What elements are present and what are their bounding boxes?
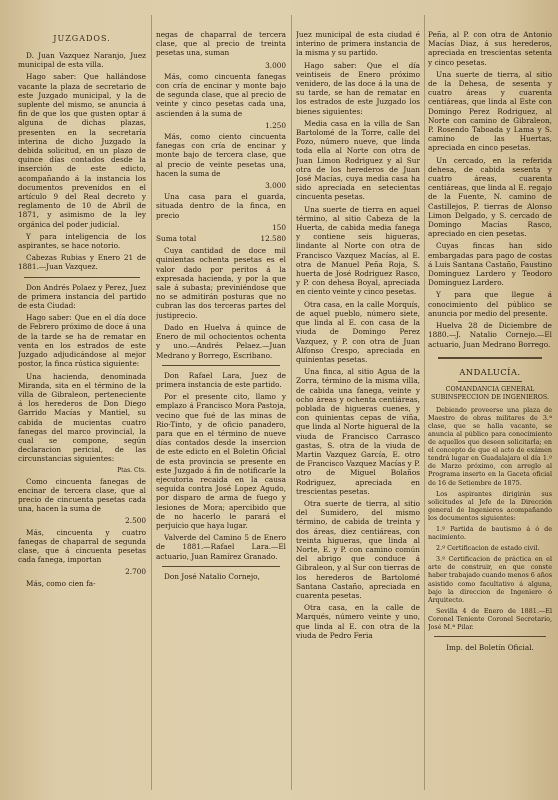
total-label: Suma total	[156, 234, 197, 244]
column-divider	[291, 15, 292, 790]
valuation-amount: 1.250	[265, 120, 286, 130]
price-column-header: Ptas. Cts.	[117, 466, 146, 474]
subsection-heading: COMANDANCIA GENERAL SUBINSPECCION DE INGENIEROS.	[430, 385, 550, 401]
valuation-item: Más, como cincuenta fanegas con cría de encinar y monte bajo de segunda clase, que al precio de veinte y cinco pesetas cada una, ascienden á la suma de	[156, 71, 286, 118]
valuation-item: negas de chaparral de tercera clase, que al precio de treinta pesetas una, suman	[156, 30, 286, 58]
valuation-amount: 2.500	[125, 516, 146, 526]
valuation-amount: 150	[272, 222, 286, 232]
edict-signature: Valverde del Camino 5 de Enero de 1881.—Rafael Lara.—El actuario, Juan Ramírez Granado.	[156, 533, 286, 561]
printer-imprint: Imp. del Boletín Oficial.	[446, 643, 534, 653]
edict-header: Don Rafael Lara, Juez de primera instancia de este partido.	[156, 370, 286, 389]
valuation-item: Más, como cien fa-	[26, 578, 96, 588]
valuation-amount: 3.000	[265, 60, 286, 70]
edict-body: Hago saber: Que en el día doce de Febrero próximo de doce á una de la tarde se ha de rematar en venta en los estrados de este Juzgado adjudicándose al mejor postor, la finca rústica siguiente:	[18, 313, 146, 369]
valuation-item: Más, cincuenta y cuatro fanegas de chaparral de segunda clase, que á cincuenta pesetas cada fanega, importan	[18, 527, 146, 565]
divider	[162, 365, 280, 366]
edict-body: Hago saber: Que el día veintiseis de Enero próximo venidero, de las doce á la una de su tarde, se han de rematar en los estrados de este Juzgado los bienes siguientes:	[296, 60, 420, 116]
divider	[162, 566, 280, 567]
edict-header: Don José Natalio Cornejo,	[164, 571, 260, 581]
edict-header: Juez municipal de esta ciudad é interino de primera instancia de la misma y su partido.	[296, 30, 420, 58]
total-row	[156, 234, 286, 243]
edict-body: Y para que llegue á conocimiento del público se anuncia por medio del presente.	[428, 290, 552, 318]
column-2	[156, 0, 286, 800]
property-item: Peña, al P. con otra de Antonio Macías Diaz, á sus herederos, apreciada en trescientas setenta y cinco pesetas.	[428, 30, 552, 67]
notice-item: 3.º Certificacion de práctica en el arte de construir, en que conste haber trabajado cuando menos 6 años asistido como facultativo á alguna, bajo la direccion de Ingeniero ó Arquitecto.	[428, 555, 552, 604]
property-item: Otra casa, en la calle de Marqués, número veinte y uno, que linda al E. con otra de la viuda de Pedro Feria	[296, 603, 420, 640]
edict-body: Una hacienda, denominada Miranda, sita en el término de la villa de Gibraleon, perteneciente á los herederos de Don Diego Garrido Macías y Mantiel, su cabida de mucientas cuatro fanegas del marco provincial, la cual se compone, según declaracion pericial, de las circunstancias siguientes:	[18, 371, 146, 464]
divider	[24, 277, 140, 278]
property-item: Una suerte de tierra, al sitio de la Dehesa, de sesenta y cuatro áreas y cuarenta centiáreas, que linda al Este con Domingo Perez Rodriguez, al Norte con camino de Gibraleon, P. Rosendo Taboada y Lama y S. camino de las Huertas, apreciada en cinco pesetas.	[428, 69, 552, 153]
edict-body: Y para inteligencia de los aspirantes, se hace notorio.	[18, 231, 146, 251]
notice-signature: Sevilla 4 de Enero de 1881.—El Coronel Teniente Coronel Secretario, José M.ª Pilar.	[428, 606, 552, 632]
notice-body: Los aspirantes dirigirán sus solicitudes al Jefe de la Dirección general de Ingenieros acompañando los documentos siguientes:	[428, 489, 552, 522]
property-item: Media casa en la villa de San Bartolomé de la Torre, calle del Pozo, número nueve, que linda toda ella al Norte con otra de Juan Limon Rodriguez y al Sur otra de los herederos de Juan José Macías, cuya media casa ha sido apreciada en setecientas cincuenta pesetas.	[296, 118, 420, 202]
divider	[438, 357, 542, 359]
edict-body: Por el presente cito, llamo y emplazo á Francisco Mora Pastoja, vecino que fué de las minas de Rio-Tinto, y de oficio panadero, para que en el término de nueve días contados desde la insercion de este edicto en el Boletin Oficial de esta provincia se presente en este Juzgado á fin de notificarle la ejecutoria recaida en la causa seguida contra José Lopez Agudo, por disparo de arma de fuego y lesiones de Mora; apercibido que de no hacerlo le parará el perjuicio que haya lugar.	[156, 392, 286, 530]
valuation-item: Más, como ciento cincuenta fanegas con cría de encinar y monte bajo de tercera clase, que al precio de veinte pesetas una, hacen la suma de	[156, 132, 286, 178]
edict-signature: Cabezas Rubias y Enero 21 de 1881.—Juan Vazquez.	[18, 253, 146, 272]
edict-body: Hago saber: Que hallándose vacante la plaza de secretario de este Juzgado municipal, y la de suplente del mismo, se anuncia á fin de que los que gusten optar á alguna de dichas plazas, presenten en la secretaría interina de dicho Juzgado la debida solicitud, en un plazo de quince días contados desde la inserción de este edicto, acompañando á la instancia los documentos prevenidos en el artículo 9 del Real decreto y reglamento de 10 de Abril de 1871, y asimismo de la ley orgánica del poder judicial.	[18, 72, 146, 229]
edict-body: Cuyas fincas han sido embargadas para pago de costas á Luis Santana Castaño, Faustino Dominguez Lardero y Teodoro Dominguez Lardero.	[428, 241, 552, 288]
section-heading-juzgados: JUZGADOS.	[53, 34, 111, 43]
edict-signature: Huelva 28 de Diciembre de 1880.—J. Natalio Cornejo.—El actuario, Juan Medrano Borrego.	[428, 321, 552, 349]
divider	[458, 381, 522, 382]
edict-header: D. Juan Vazquez Naranjo, Juez municipal de esta villa.	[18, 51, 146, 70]
column-3	[296, 0, 420, 800]
property-item: Una finca, al sitio Agua de la Zorra, término de la misma villa, de cabida una fanega, veinte y ocho áreas y ochenta centiáreas, poblada de higueras cuenes, y con quinientas cepas de viña, que linda al Norte higueral de la viuda de Francisco Carrasco gastas, S. otra de la viuda de Martin Vazquez García, E. otro de Francisco Vazquez Macías y P. otro de Miguel Bolaños Rodriguez, apreciada en trescientas pesetas.	[296, 367, 420, 496]
property-item: Una suerte de tierra en aquel término, al sitio Cabeza de la Huerta, de cabida media fanega y contiene seis higueras, lindante al Norte con otra de Francisco Vazquez Macías, al E. otra de Manuel Peña Roja, S. huerta de José Rodriguez Rasco, y P. con dehesa Boyal, apreciada en ciento veinte y cinco pesetas.	[296, 204, 420, 297]
edict-body: Cuya cantidad de doce mil quinientas ochenta pesetas es el valor dado por peritos á la expresada hacienda, y por la que sale á subasta; previniéndose que no se admitirán posturas que no cubran las dos terceras partes del justiprecio.	[156, 246, 286, 320]
column-4	[428, 0, 552, 800]
valuation-amount: 2.700	[125, 567, 146, 577]
edict-header: Don Andrés Polaez y Perez, Juez de primera instancia del partido de esta Ciudad:	[18, 282, 146, 311]
property-item: Un cercado, en la referida dehesa, de cabida sesenta y cuatro áreas, cuarenta centiáreas, que linda al E. regajo de la Fuente, N. camino de Castillejos, P. tierras de Alonso Limon Delgado, y S. cercado de Domingo Macías Rasco, apreciado en cien pesetas.	[428, 155, 552, 239]
property-item: Otra casa, en la calle Morquís, de aquel pueblo, número siete, que linda al E. con casa de la viuda de Domingo Perez Vazquez, y P. con otra de Juan Alfonso Crespo, apreciada en quinientas pesetas.	[296, 299, 420, 364]
column-divider	[424, 15, 425, 790]
column-1	[18, 0, 146, 800]
column-divider	[151, 15, 152, 790]
property-item: Otra suerte de tierra, al sitio del Sumidero, del mismo término, de cabida de treinta y dos áreas, diez centiáreas, con treinta higueras, que linda al Norte, E. y P. con camino común del abrigo que conduce á Gibraleon, y al Sur con tierras de los herederos de Bartolomé Santana Castaño, apreciada en cuarenta pesetas.	[296, 498, 420, 600]
valuation-item: Una casa para el guarda, situada dentro de la finca, en precio	[156, 192, 286, 220]
section-heading-andalucia: ANDALUCÍA.	[459, 366, 521, 377]
notice-item: 1.º Partida de bautismo á ó de nacimiento.	[428, 525, 552, 542]
valuation-item: Como cincuenta fanegas de encinar de tercera clase, que al precio de cincuenta pesetas cada una, hacen la suma de	[18, 476, 146, 514]
notice-body: Debiendo proveerse una plaza de Maestro de obras militares de 3.ª clase, que se halla vacante, se anuncia al público para conocimiento de aquellos que deseen solicitarla; en el concepto de que el acto de exámen tendrá lugar en Guadalajara el día 1.º de Marzo próximo, con arreglo al Programa inserto en la Gaceta oficial de 16 de Setiembre de 1875.	[428, 405, 552, 487]
divider	[434, 636, 546, 637]
notice-item: 2.º Certificacion de estado civil.	[436, 544, 540, 553]
valuation-amount: 3.000	[265, 181, 286, 191]
total-amount: 12.580	[260, 234, 286, 244]
edict-signature: Dado en Huelva á quince de Enero de mil ochocientos ochenta y uno.—Andrés Pelaez.—Juan Medrano y Borrego, Escribano.	[156, 322, 286, 360]
